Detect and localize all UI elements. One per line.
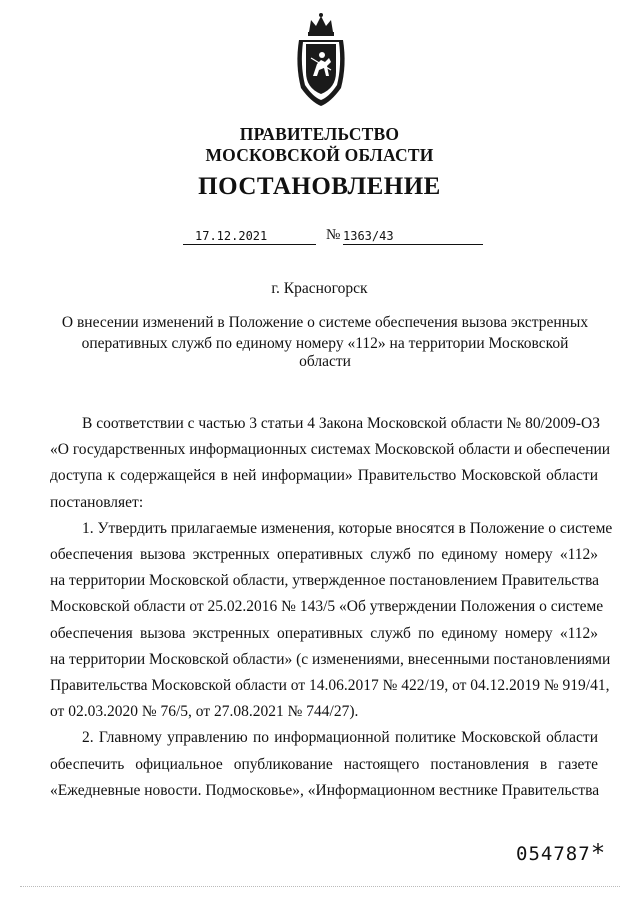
moscow-region-coat-of-arms-icon: [291, 10, 351, 110]
body-line: Правительства Московской области от 14.06.2017 № 422/19, от 04.12.2019 № 919/41,: [50, 677, 610, 694]
city-line: г. Красногорск: [271, 280, 368, 297]
body-line: 2. Главному управлению по информационной политике Московской области: [82, 729, 598, 747]
body-line: от 02.03.2020 № 76/5, от 27.08.2021 № 744/27).: [50, 703, 359, 721]
document-number: 1363/43: [343, 228, 483, 245]
body-line: постановляет:: [50, 493, 144, 511]
body-line: обеспечить официальное опубликование настоящего постановления в газете: [50, 755, 598, 773]
bottom-divider: [20, 886, 620, 887]
body-line: доступа к содержащейся в ней информации» Правительство Московской области: [50, 467, 598, 485]
body-line: на территории Московской области, утвержденное постановлением Правительства: [50, 572, 600, 590]
body-line: Московской области от 25.02.2016 № 143/5 «Об утверждении Положения о системе: [50, 598, 604, 616]
body-line: «О государственных информационных системах Московской области и обеспечении: [50, 441, 611, 459]
body-line: на территории Московской области» (с изменениями, внесенными постановлениями: [50, 650, 611, 668]
document-date: 17.12.2021: [183, 228, 316, 245]
body-line: 1. Утвердить прилагаемые изменения, которые вносятся в Положение о системе: [82, 519, 613, 537]
body-line: В соответствии с частью 3 статьи 4 Закона Московской области № 80/2009-ОЗ: [82, 415, 601, 432]
star-mark: *: [592, 839, 604, 867]
subject-line: оперативных служб по единому номеру «112» на территории Московской области: [81, 335, 569, 370]
serial-number: 054787: [516, 843, 591, 865]
government-name-line2: МОСКОВСКОЙ ОБЛАСТИ: [205, 145, 434, 165]
government-name-line1: ПРАВИТЕЛЬСТВО: [239, 124, 400, 144]
body-line: «Ежедневные новости. Подмосковье», «Информационном вестнике Правительства: [50, 781, 600, 799]
subject-line: О внесении изменений в Положение о системе обеспечения вызова экстренных: [61, 314, 589, 331]
number-sign: №: [326, 227, 341, 243]
document-type-title: ПОСТАНОВЛЕНИЕ: [198, 173, 441, 200]
body-line: обеспечения вызова экстренных оперативных служб по единому номеру «112»: [50, 546, 598, 563]
body-line: обеспечения вызова экстренных оперативных служб по единому номеру «112»: [50, 624, 598, 642]
